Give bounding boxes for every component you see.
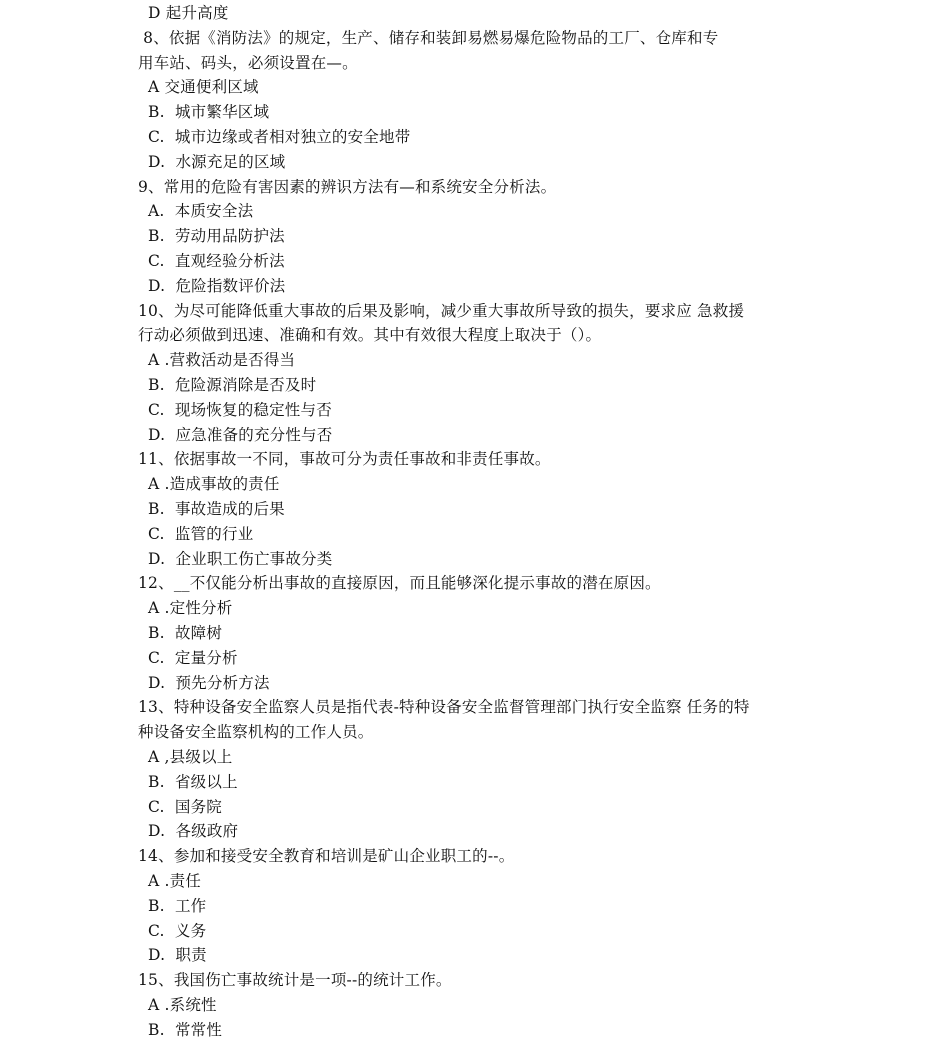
option-line: B. 故障树 — [148, 624, 223, 642]
option-line: A .造成事故的责任 — [148, 475, 280, 494]
option-line: B. 省级以上 — [148, 772, 238, 791]
option-line: B. 常常性 — [148, 1020, 223, 1039]
option-line: C. 城市边缘或者相对独立的安全地带 — [148, 128, 411, 146]
option-line: D. 应急准备的充分性与否 — [148, 425, 333, 444]
question-line: 10、为尽可能降低重大事故的后果及影响，减少重大事故所导致的损失，要求应 急救援 — [138, 301, 745, 320]
option-line: C. 现场恢复的稳定性与否 — [148, 400, 332, 419]
option-line: D. 职责 — [148, 946, 207, 965]
option-line: B. 劳动用品防护法 — [148, 227, 285, 246]
option-line: A .系统性 — [148, 996, 217, 1014]
option-line: A .营救活动是否得当 — [148, 351, 296, 370]
question-line: 13、特种设备安全监察人员是指代表-特种设备安全监督管理部门执行安全监察 任务的特 — [138, 698, 750, 717]
option-line: A .定性分析 — [148, 599, 233, 618]
question-line: 8、依据《消防法》的规定，生产、储存和装卸易燃易爆危险物品的工厂、仓库和专 — [138, 28, 719, 47]
option-line: D. 企业职工伤亡事故分类 — [148, 549, 333, 568]
option-line: C. 监管的行业 — [148, 524, 254, 543]
option-line: A 交通便利区域 — [148, 78, 259, 97]
question-line: 种设备安全监察机构的工作人员。 — [138, 723, 374, 742]
question-line: 15、我国伤亡事故统计是一项--的统计工作。 — [138, 971, 452, 990]
option-line: B. 城市繁华区域 — [148, 103, 270, 122]
question-line: 14、参加和接受安全教育和培训是矿山企业职工的--。 — [138, 847, 515, 866]
option-line: A .责任 — [148, 872, 202, 890]
option-line: B. 工作 — [148, 896, 207, 915]
question-line: 行动必须做到迅速、准确和有效。其中有效很大程度上取决于（）。 — [138, 326, 602, 345]
question-line: 9、常用的危险有害因素的辨识方法有—和系统安全分析法。 — [138, 177, 557, 196]
question-line: 12、__不仅能分析出事故的直接原因，而且能够深化提示事故的潜在原因。 — [138, 574, 661, 593]
option-line: D. 危险指数评价法 — [148, 276, 286, 295]
question-line: 用车站、码头，必须设置在—。 — [138, 53, 358, 72]
option-line: C. 义务 — [148, 921, 207, 940]
option-line: B. 事故造成的后果 — [148, 500, 285, 518]
option-line: B. 危险源消除是否及时 — [148, 376, 317, 394]
option-line: C. 直观经验分析法 — [148, 252, 285, 270]
option-line: D. 各级政府 — [148, 822, 239, 841]
option-line: D. 预先分析方法 — [148, 673, 270, 692]
option-line: A. 本质安全法 — [148, 202, 254, 221]
option-line: D. 水源充足的区域 — [148, 152, 286, 171]
option-line: A ,县级以上 — [148, 748, 233, 766]
option-line: C. 定量分析 — [148, 648, 238, 667]
option-line: D 起升高度 — [148, 4, 229, 22]
option-line: C. 国务院 — [148, 797, 222, 816]
question-line: 11、依据事故一不同，事故可分为责任事故和非责任事故。 — [138, 450, 551, 469]
